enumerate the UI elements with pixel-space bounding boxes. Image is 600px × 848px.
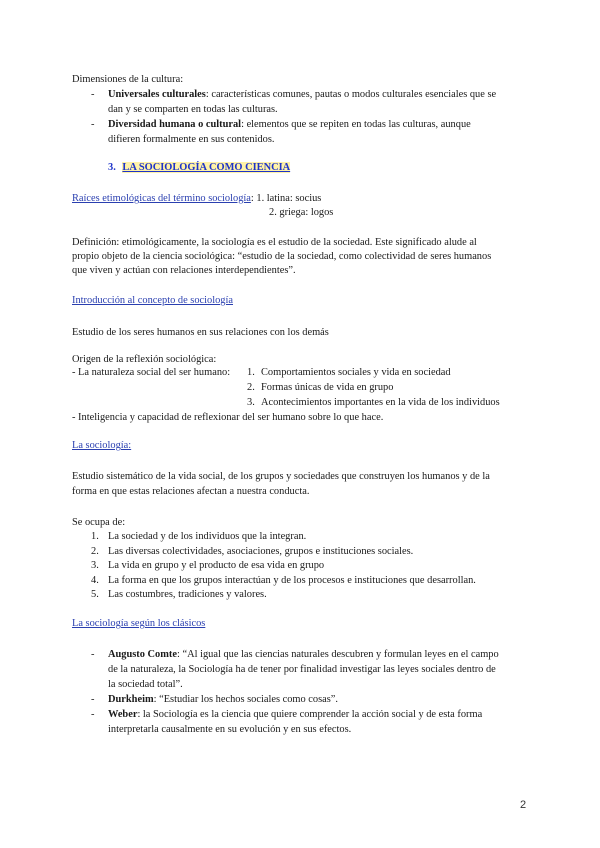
ocupa-item: La forma en que los grupos interactúan y de los procesos e instituciones que desarrollan. [108, 575, 476, 586]
raices-item-1: : 1. latina: socius [250, 193, 322, 204]
item-text: : elementos que se repiten en todas las culturas, aunque [241, 119, 471, 130]
sociologia-link[interactable]: La sociología: [72, 440, 132, 451]
definicion-line: que viven y actúan con relaciones interdependientes”. [72, 265, 296, 276]
ocupa-item: Las costumbres, tradiciones y valores. [108, 589, 267, 600]
sociologia-text: forma en que estas relaciones afectan a nuestra conducta. [72, 486, 310, 497]
origen-item: Comportamientos sociales y vida en sociedad [261, 367, 451, 378]
list-number: 3. [91, 560, 99, 571]
list-number: 4. [91, 575, 99, 586]
ocupa-item: La vida en grupo y el producto de esa vida en grupo [108, 560, 325, 571]
term: Universales culturales [108, 89, 206, 100]
item-text: interpretarla causalmente en su evolución y en sus efectos. [108, 724, 352, 735]
definicion-line: propio objeto de la ciencia sociológica: “estudio de la sociedad, como colectividad de seres humanos [72, 251, 492, 262]
item-text: : “Estudiar los hechos sociales como cosas”. [153, 694, 338, 705]
dimensiones-heading: Dimensiones de la cultura: [72, 74, 184, 85]
item-text: : la Sociología es la ciencia que quiere comprender la acción social y de esta forma [137, 709, 483, 720]
list-item [108, 692, 338, 707]
term: Durkheim [108, 694, 154, 705]
item-text: : características comunes, pautas o modos culturales esenciales que se [205, 89, 497, 100]
sociologia-text: Estudio sistemático de la vida social, de los grupos y sociedades que construyen los humanos y de la [72, 471, 490, 482]
ocupa-item: La sociedad y de los individuos que la integran. [108, 531, 307, 542]
bullet-dash: - [91, 694, 95, 705]
list-item [108, 117, 471, 132]
bullet-dash: - [91, 119, 95, 130]
item-text: de la naturaleza, la Sociología ha de tener por finalidad investigar las leyes sociales dentro de [108, 664, 496, 675]
item-text: la sociedad total”. [108, 679, 183, 690]
page-number: 2 [520, 799, 527, 811]
bullet-dash: - [91, 89, 95, 100]
origen-item: Acontecimientos importantes en la vida de los individuos [261, 397, 500, 408]
raices-line [72, 191, 321, 206]
list-item [108, 647, 499, 662]
ocupa-item: Las diversas colectividades, asociaciones, grupos e instituciones sociales. [108, 546, 414, 557]
section-title: LA SOCIOLOGÍA COMO CIENCIA [122, 162, 291, 173]
list-number: 1. [247, 367, 255, 378]
raices-item-2: 2. griega: logos [269, 207, 334, 218]
list-number: 1. [91, 531, 99, 542]
item-text: : “Al igual que las ciencias naturales descubren y formulan leyes en el campo [176, 649, 499, 660]
definicion-line: Definición: etimológicamente, la sociología es el estudio de la sociedad. Este significado alude al [72, 237, 477, 248]
bullet-dash: - [91, 709, 95, 720]
ocupa-heading: Se ocupa de: [72, 517, 126, 528]
section-heading [108, 160, 290, 175]
list-number: 2. [247, 382, 255, 393]
list-number: 3. [247, 397, 255, 408]
origen-item: Formas únicas de vida en grupo [261, 382, 394, 393]
clasicos-link[interactable]: La sociología según los clásicos [72, 618, 206, 629]
term: Diversidad humana o cultural [108, 119, 242, 130]
intro-text: Estudio de los seres humanos en sus relaciones con los demás [72, 327, 329, 338]
intro-link[interactable]: Introducción al concepto de sociología [72, 295, 233, 306]
term: Weber [108, 709, 138, 720]
item-text: dan y se comparten en todas las culturas. [108, 104, 278, 115]
list-number: 5. [91, 589, 99, 600]
origen-heading: Origen de la reflexión sociológica: [72, 354, 217, 365]
bullet-dash: - [91, 649, 95, 660]
origen-last: - Inteligencia y capacidad de reflexionar del ser humano sobre lo que hace. [72, 412, 384, 423]
item-text: difieren formalmente en sus contenidos. [108, 134, 275, 145]
section-number: 3. [108, 162, 116, 173]
list-item [108, 707, 482, 722]
raices-link[interactable]: Raíces etimológicas del término sociología [72, 193, 251, 204]
list-number: 2. [91, 546, 99, 557]
term: Augusto Comte [108, 649, 177, 660]
origen-prefix: - La naturaleza social del ser humano: [72, 367, 231, 378]
list-item [108, 87, 496, 102]
